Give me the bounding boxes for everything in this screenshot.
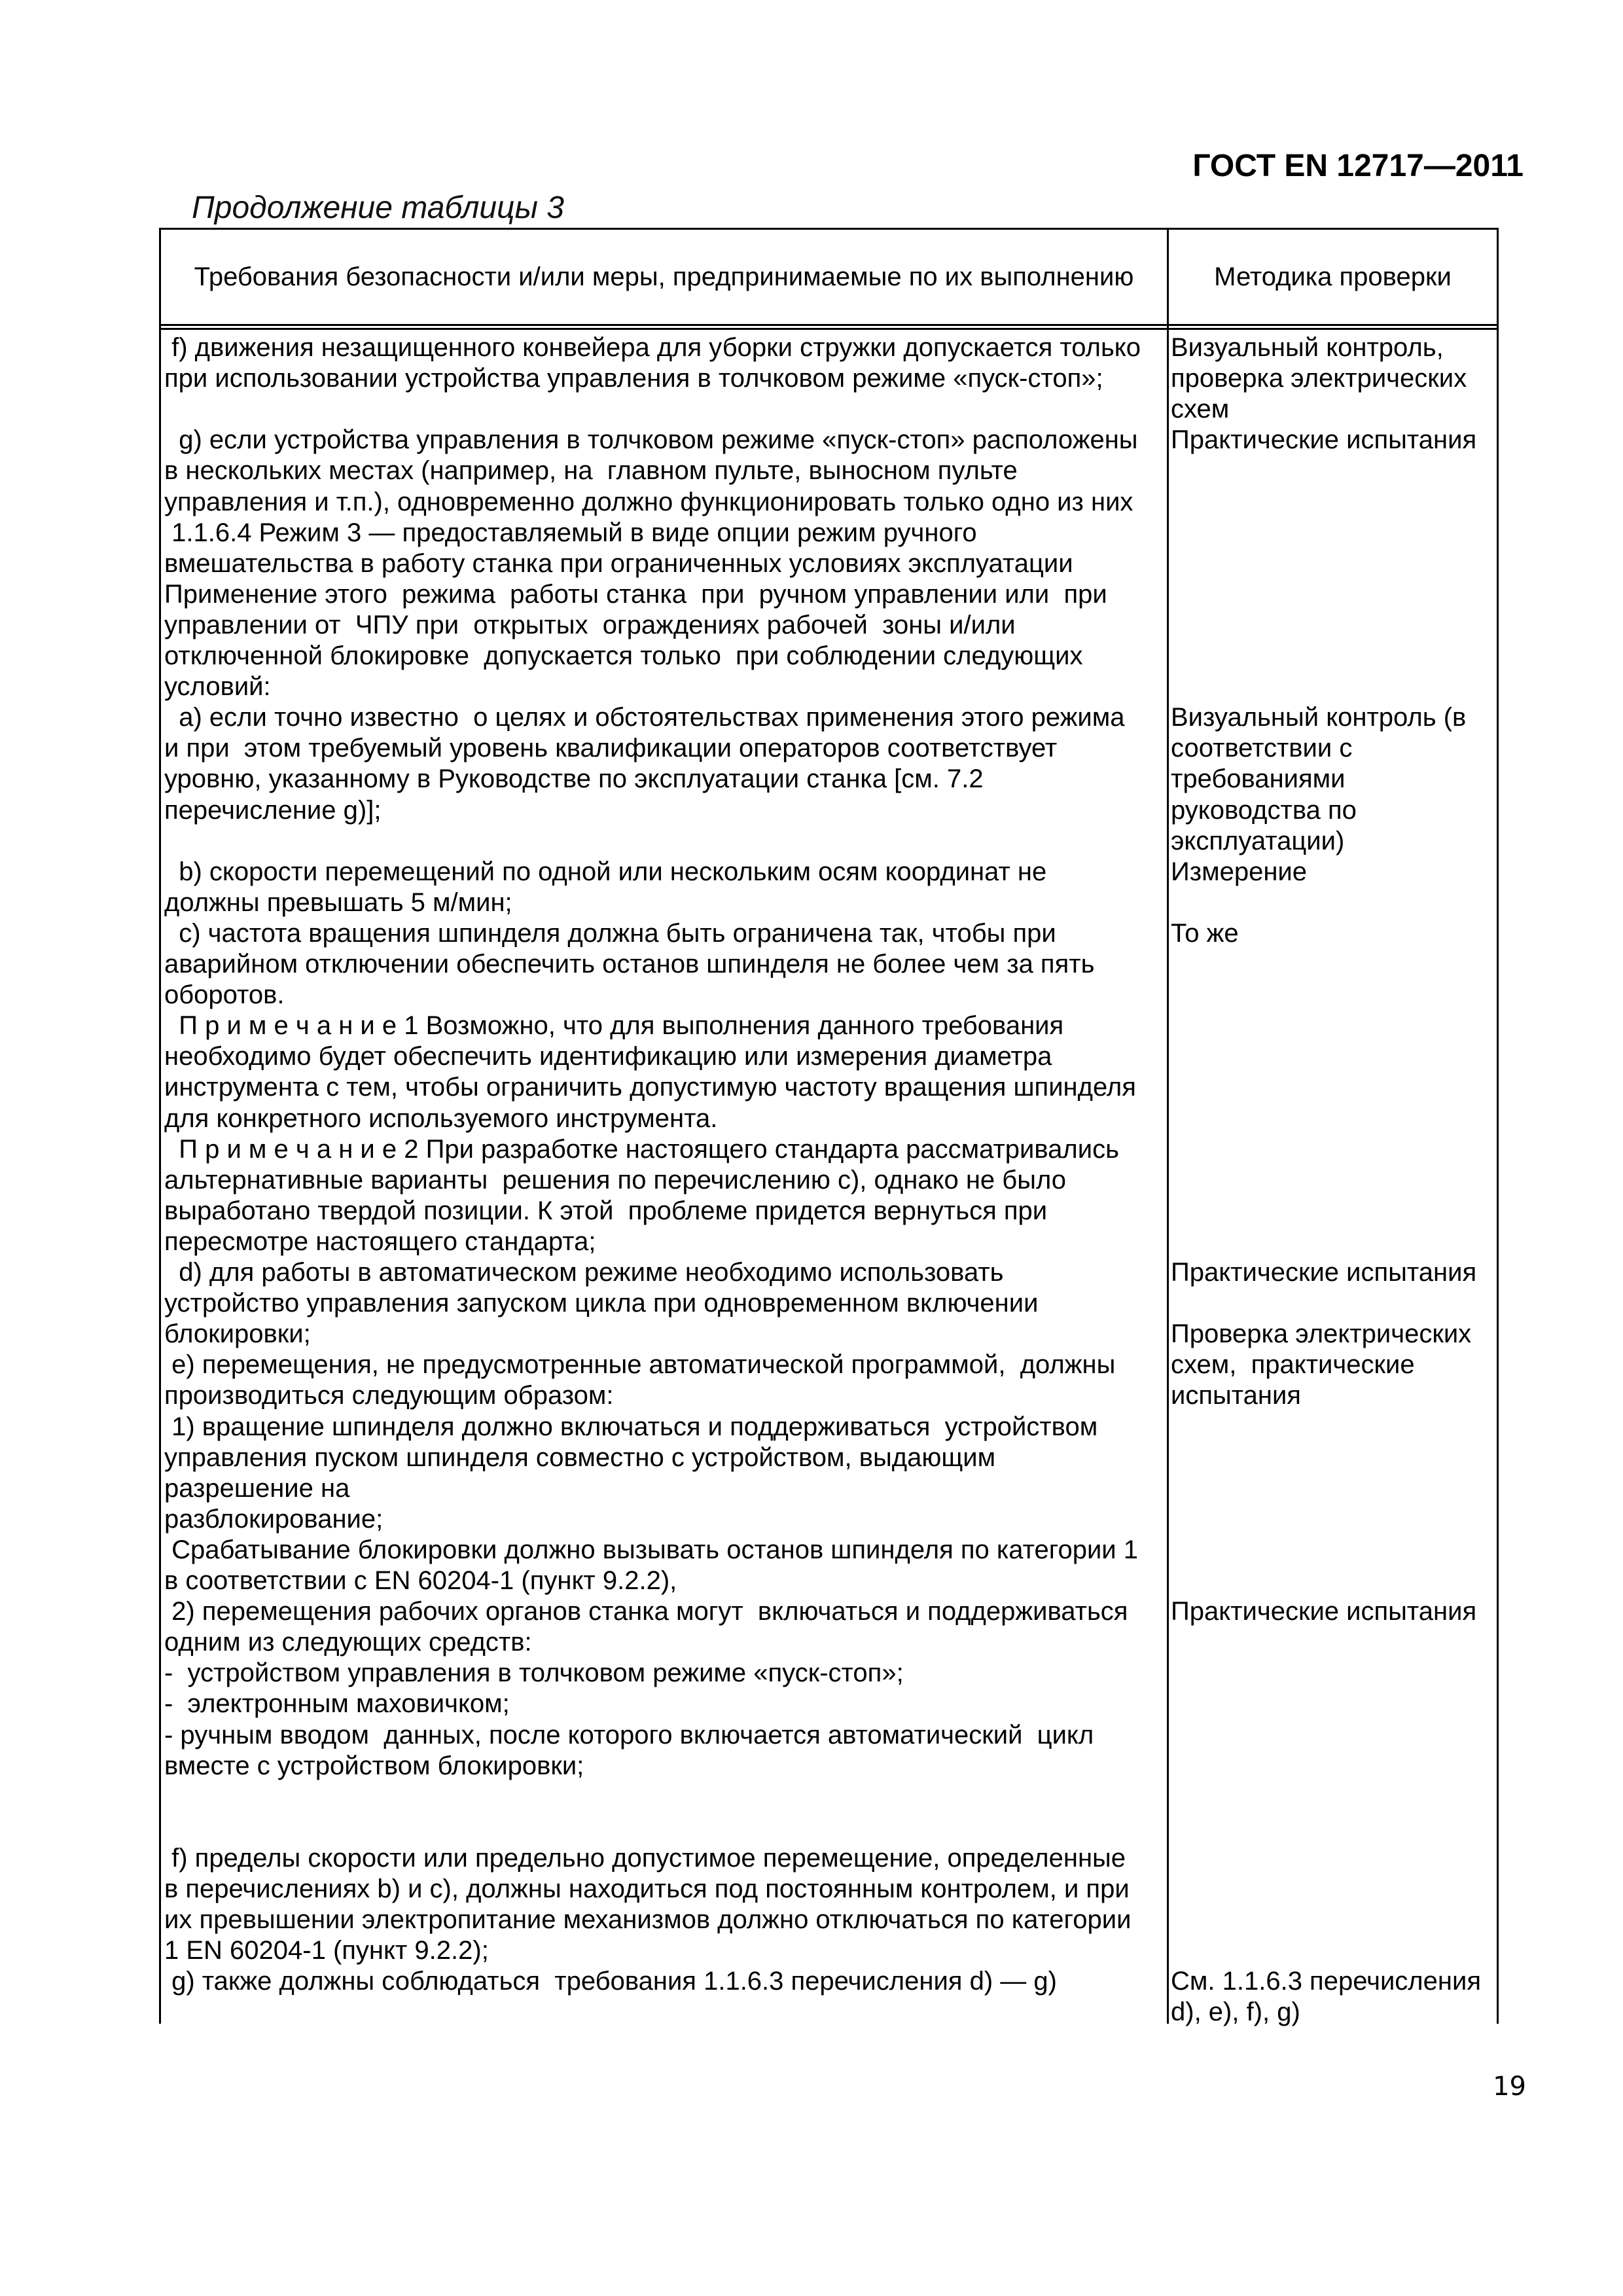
method-line: схем — [1171, 395, 1230, 424]
requirement-line: их превышении электропитание механизмов должно отключаться по категории — [164, 1905, 1132, 1935]
requirement-line: устройство управления запуском цикла при одновременном включении — [164, 1289, 1039, 1318]
page-number: 19 — [1493, 2072, 1526, 2102]
requirement-line: П р и м е ч а н и е 2 При разработке настоящего стандарта рассматривались — [164, 1134, 1119, 1164]
requirement-line: Срабатывание блокировки должно вызывать останов шпинделя по категории 1 — [164, 1535, 1138, 1564]
requirement-line: d) для работы в автоматическом режиме необходимо использовать — [164, 1258, 1004, 1287]
requirement-line: в нескольких местах (например, на главном пульте, выносном пульте — [164, 456, 1018, 486]
requirement-line: условий: — [164, 672, 271, 702]
requirement-line: Применение этого режима работы станка при ручном управлении или при — [164, 579, 1107, 609]
requirement-line: инструмента с тем, чтобы ограничить допустимую частоту вращения шпинделя — [164, 1073, 1136, 1102]
method-line: d), е), f), g) — [1171, 1998, 1300, 2027]
method-line: То же — [1171, 918, 1239, 948]
requirement-line: при использовании устройства управления в толчковом режиме «пуск-стоп»; — [164, 364, 1103, 393]
requirement-line: управления и т.п.), одновременно должно функционировать только одно из них — [164, 487, 1133, 516]
method-line: соответствии с — [1171, 734, 1353, 763]
requirement-line: альтернативные варианты решения по перечислению с), однако не было — [164, 1165, 1066, 1194]
method-line: См. 1.1.6.3 перечисления — [1171, 1967, 1481, 1996]
requirement-line: вмешательства в работу станка при ограниченных условиях эксплуатации — [164, 548, 1073, 578]
method-line: Практические испытания — [1171, 425, 1477, 455]
right-border — [1497, 228, 1499, 2024]
requirement-line: пересмотре настоящего стандарта; — [164, 1227, 596, 1256]
table-caption: Продолжение таблицы 3 — [192, 190, 564, 225]
requirement-line: производиться следующим образом: — [164, 1381, 614, 1410]
requirement-line: необходимо будет обеспечить идентификацию или измерения диаметра — [164, 1042, 1052, 1071]
requirement-line: е) перемещения, не предусмотренные автоматической программой, должны — [164, 1350, 1116, 1380]
requirement-line: 2) перемещения рабочих органов станка могут включаться и поддерживаться — [164, 1597, 1128, 1626]
column-header-method: Методика проверки — [1214, 262, 1452, 291]
method-line: схем, практические — [1171, 1350, 1415, 1380]
method-line: требованиями — [1171, 764, 1346, 794]
requirement-line: в перечислениях b) и с), должны находиться под постоянным контролем, и при — [164, 1874, 1130, 1903]
column-header-requirements: Требования безопасности и/или меры, предпринимаемые по их выполнению — [194, 262, 1134, 291]
left-border — [159, 228, 161, 2024]
method-line: испытания — [1171, 1381, 1301, 1410]
requirement-line: оборотов. — [164, 980, 285, 1010]
standard-number: ГОСТ EN 12717—2011 — [1192, 149, 1524, 183]
requirement-line: вместе с устройством блокировки; — [164, 1751, 584, 1780]
method-line: Проверка электрических — [1171, 1319, 1472, 1349]
requirement-line: управлении от ЧПУ при открытых ограждениях рабочей зоны и/или — [164, 610, 1016, 639]
requirement-line: и при этом требуемый уровень квалификации операторов соответствует — [164, 734, 1058, 763]
method-line: проверка электрических — [1171, 364, 1467, 393]
requirement-line: g) также должны соблюдаться требования 1.1.6.3 перечисления d) — g) — [164, 1967, 1057, 1996]
requirement-line: f) пределы скорости или предельно допустимое перемещение, определенные — [164, 1843, 1126, 1873]
requirement-line: f) движения незащищенного конвейера для уборки стружки допускается только — [164, 333, 1141, 362]
requirement-line: b) скорости перемещений по одной или нескольким осям координат не — [164, 857, 1047, 886]
requirement-line: - устройством управления в толчковом режиме «пуск-стоп»; — [164, 1659, 904, 1688]
method-line: Практические испытания — [1171, 1258, 1477, 1287]
column-divider — [1167, 228, 1169, 2024]
requirement-line: для конкретного используемого инструмента. — [164, 1103, 718, 1133]
method-line: Измерение — [1171, 857, 1308, 886]
requirement-line: одним из следующих средств: — [164, 1628, 532, 1657]
requirement-line: в соответствии с EN 60204-1 (пункт 9.2.2), — [164, 1566, 677, 1595]
requirement-line: 1.1.6.4 Режим 3 — предоставляемый в виде опции режим ручного — [164, 518, 977, 547]
method-line: Визуальный контроль (в — [1171, 703, 1467, 732]
requirement-line: отключенной блокировке допускается только при соблюдении следующих — [164, 641, 1083, 670]
requirement-line: должны превышать 5 м/мин; — [164, 888, 512, 917]
requirement-line: выработано твердой позиции. К этой проблеме придется вернуться при — [164, 1196, 1048, 1225]
requirement-line: - ручным вводом данных, после которого включается автоматический цикл — [164, 1720, 1094, 1749]
requirement-line: 1 EN 60204-1 (пункт 9.2.2); — [164, 1936, 489, 1965]
method-line: Практические испытания — [1171, 1597, 1477, 1626]
requirements-table — [159, 228, 1499, 2027]
requirement-line: аварийном отключении обеспечить останов шпинделя не более чем за пять — [164, 950, 1095, 978]
requirement-line: 1) вращение шпинделя должно включаться и поддерживаться устройством — [164, 1412, 1098, 1441]
requirement-line: перечисление g)]; — [164, 795, 382, 825]
method-line: эксплуатации) — [1171, 826, 1345, 855]
header-separator-second — [159, 328, 1499, 330]
requirement-line: а) если точно известно о целях и обстоятельствах применения этого режима — [164, 703, 1125, 732]
requirement-line: блокировки; — [164, 1319, 311, 1349]
requirement-line: с) частота вращения шпинделя должна быть ограничена так, чтобы при — [164, 918, 1056, 948]
method-line: Визуальный контроль, — [1171, 333, 1444, 362]
requirement-line: уровню, указанному в Руководстве по эксплуатации станка [см. 7.2 — [164, 764, 984, 794]
method-line: руководства по — [1171, 795, 1357, 825]
requirement-line: разблокирование; — [164, 1504, 383, 1534]
requirement-line: g) если устройства управления в толчковом режиме «пуск-стоп» расположены — [164, 425, 1138, 455]
requirement-line: - электронным маховичком; — [164, 1689, 510, 1719]
requirement-line: П р и м е ч а н и е 1 Возможно, что для выполнения данного требования — [164, 1011, 1064, 1041]
requirement-line: управления пуском шпинделя совместно с устройством, выдающим — [164, 1443, 996, 1472]
requirement-line: разрешение на — [164, 1473, 350, 1503]
